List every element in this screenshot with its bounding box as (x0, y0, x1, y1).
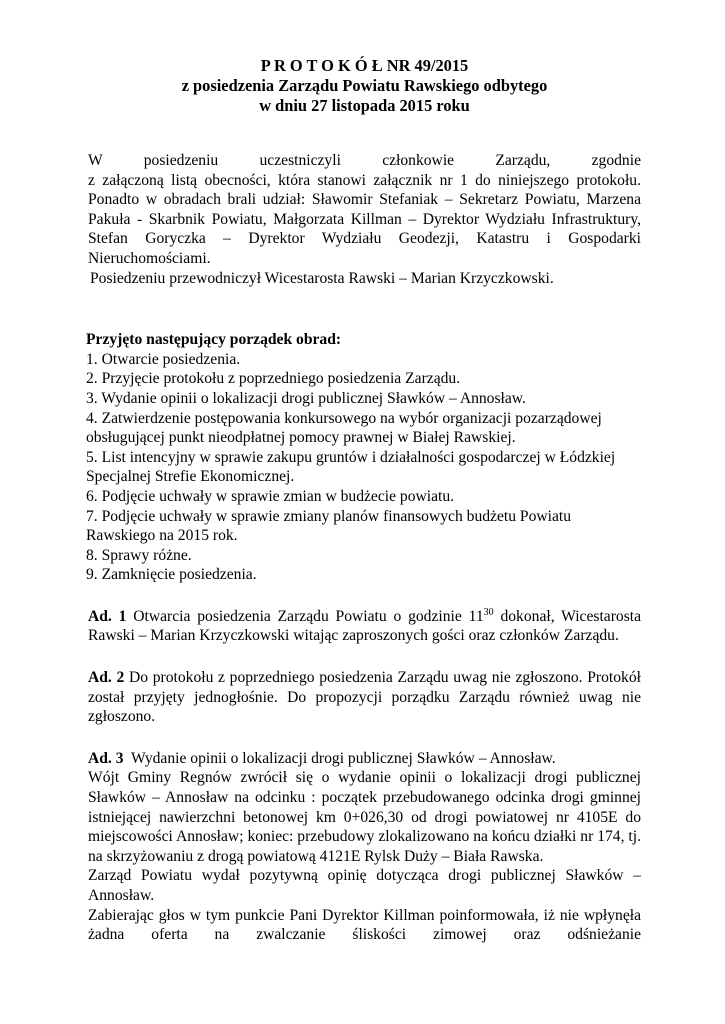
ad2-paragraph (88, 668, 641, 727)
document-title (88, 56, 641, 116)
ad2-label: Ad. 2 (88, 669, 125, 687)
ad3-label: Ad. 3 (88, 749, 124, 767)
ad2-text: Do protokołu z poprzedniego posiedzenia Zarządu uwag nie zgłoszono. Protokół został przyjęty jednogłośnie. Do propozycji porządku Zarządu również uwag nie zgłoszono. (88, 669, 641, 726)
agenda-item: 4. Zatwierdzenie postępowania konkursowego na wybór organizacji pozarządowej obsługującej punkt nieodpłatnej pomocy prawnej w Białej Rawskiej. (86, 409, 602, 447)
ad1-time-minutes: 30 (483, 606, 494, 618)
ad3-section (88, 749, 641, 945)
agenda-item: 8. Sprawy różne. (86, 546, 192, 564)
agenda-item: 3. Wydanie opinii o lokalizacji drogi publicznej Sławków – Annosław. (86, 389, 526, 407)
agenda-item: 2. Przyjęcie protokołu z poprzedniego posiedzenia Zarządu. (86, 370, 461, 388)
ad1-text-b: dokonał, Wicestarosta Rawski – Marian Krzyczkowski witając zaproszonych gości oraz członków Zarządu. (88, 607, 642, 645)
agenda-item: 1. Otwarcie posiedzenia. (86, 350, 241, 368)
intro-chair: Posiedzeniu przewodniczył Wicestarosta Rawski – Marian Krzyczkowski. (90, 269, 554, 287)
agenda-item: 7. Podjęcie uchwały w sprawie zmiany planów finansowych budżetu Powiatu Rawskiego na 2015 rok. (86, 507, 572, 545)
title-line-1: P R O T O K Ó Ł NR 49/2015 (260, 56, 469, 75)
intro-paragraph (88, 151, 641, 288)
ad1-paragraph (88, 607, 641, 646)
agenda-item: 6. Podjęcie uchwały w sprawie zmian w budżecie powiatu. (86, 487, 455, 505)
agenda-heading: Przyjęto następujący porządek obrad: (86, 331, 342, 349)
agenda-item: 9. Zamknięcie posiedzenia. (86, 566, 257, 584)
agenda (86, 330, 641, 585)
intro-rest: z załączoną listą obecności, która stanowi załącznik nr 1 do niniejszego protokołu. Ponadto w obradach brali udział: Sławomir Stefaniak – Sekretarz Powiatu, Marzena Pakuła - Skarbnik Powiatu, Małgorzata Killman – Dyrektor Wydziału Infrastruktury, Stefan Goryczka – Dyrektor Wydziału Geodezji, Katastru i Gospodarki Nieruchomościami. (88, 171, 641, 267)
document-page (88, 56, 641, 945)
ad3-paragraph-3: Zabierając głos w tym punkcie Pani Dyrektor Killman poinformowała, iż nie wpłynęła żadna oferta na zwalczanie śliskości zimowej oraz odśnieżanie (88, 906, 641, 944)
ad3-paragraph-1: Wójt Gminy Regnów zwrócił się o wydanie opinii o lokalizacji drogi publicznej Sławków – Annosław na odcinku : początek przebudowanego odcinka drogi gminnej istniejącej nawierzchni betonowej km 0+026,30 od drogi powiatowej nr 4105E do miejscowości Annosław; koniec: przebudowy zlokalizowano na końcu działki nr 174, tj. na skrzyżowaniu z drogą powiatową 4121E Rylsk Duży – Biała Rawska. (88, 769, 641, 865)
agenda-item: 5. List intencyjny w sprawie zakupu gruntów i działalności gospodarczej w Łódzkiej Specjalnej Strefie Ekonomicznej. (86, 448, 616, 486)
ad1-text-a: Otwarcia posiedzenia Zarządu Powiatu o godzinie 11 (133, 607, 484, 625)
intro-lead: W posiedzeniu uczestniczyli członkowie Zarządu, zgodnie (88, 152, 641, 169)
ad3-title: Wydanie opinii o lokalizacji drogi publicznej Sławków – Annosław. (131, 749, 556, 767)
ad1-label: Ad. 1 (88, 607, 127, 625)
title-line-2: z posiedzenia Zarządu Powiatu Rawskiego odbytego (181, 76, 548, 95)
ad3-paragraph-2: Zarząd Powiatu wydał pozytywną opinię dotycząca drogi publicznej Sławków – Annosław. (88, 867, 641, 904)
title-line-3: w dniu 27 listopada 2015 roku (259, 96, 470, 115)
